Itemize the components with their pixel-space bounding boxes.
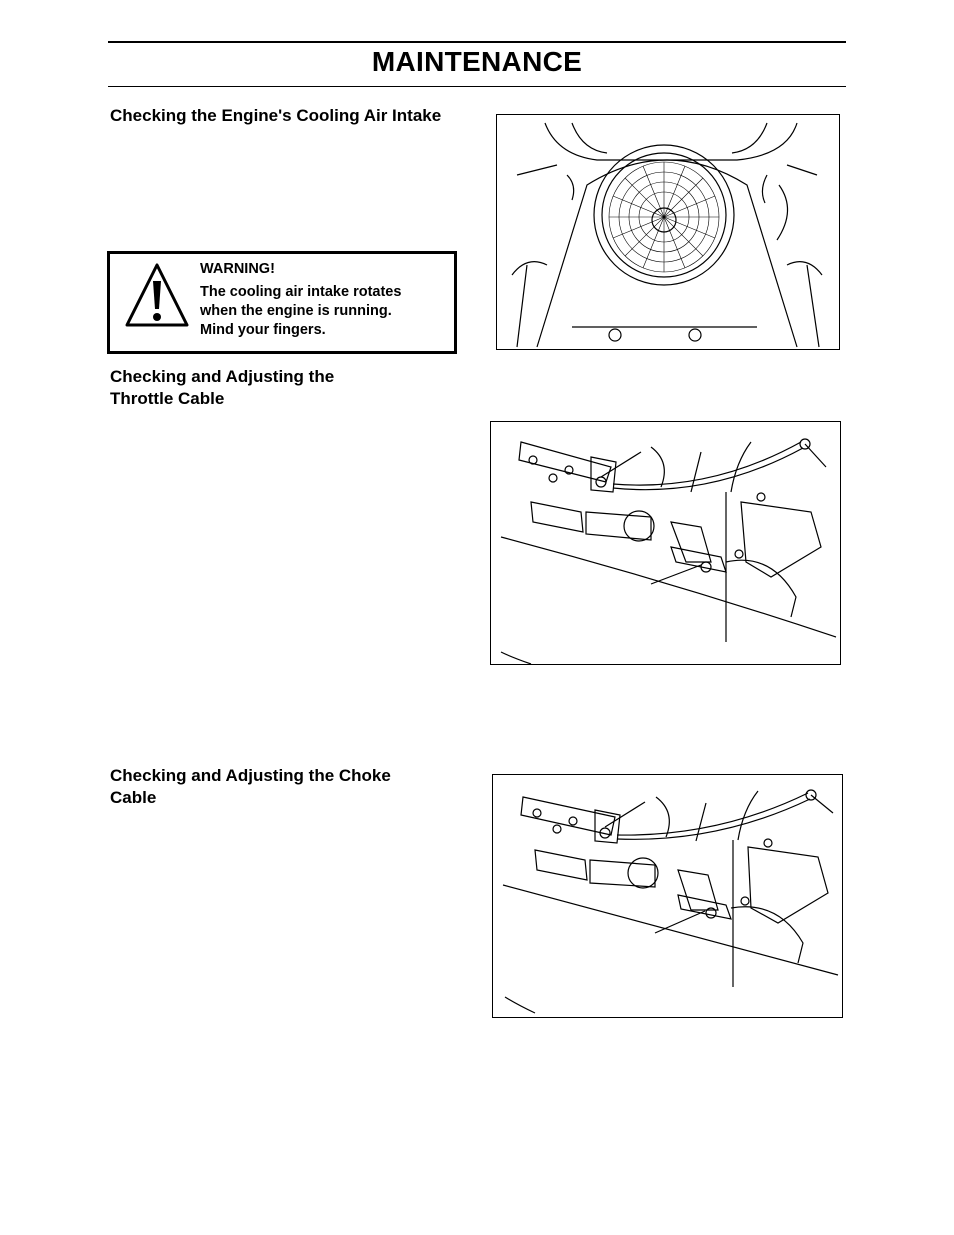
warning-box bbox=[107, 251, 457, 354]
section-heading-throttle-line-1: Checking and Adjusting the bbox=[110, 367, 335, 386]
warning-title: WARNING! bbox=[200, 261, 275, 277]
header-top-rule bbox=[108, 41, 846, 43]
cooling-air-intake-illustration bbox=[497, 115, 839, 349]
throttle-cable-illustration bbox=[491, 422, 840, 664]
warning-line-2: when the engine is running. bbox=[200, 303, 392, 319]
figure-cooling-air-intake bbox=[496, 114, 840, 350]
section-heading-cooling-air-intake: Checking the Engine's Cooling Air Intake bbox=[110, 106, 442, 125]
section-heading-throttle-cable bbox=[110, 366, 334, 410]
warning-text bbox=[200, 283, 445, 340]
section-heading-choke-line-1: Checking and Adjusting the Choke bbox=[110, 766, 391, 785]
header-bottom-rule bbox=[108, 86, 846, 87]
warning-line-3: Mind your fingers. bbox=[200, 322, 326, 338]
warning-line-1: The cooling air intake rotates bbox=[200, 284, 402, 300]
page-title: MAINTENANCE bbox=[371, 46, 583, 77]
section-heading-throttle-line-2: Throttle Cable bbox=[110, 389, 225, 408]
section-heading-choke-cable bbox=[110, 765, 391, 809]
warning-triangle-icon bbox=[123, 261, 191, 329]
figure-throttle-cable bbox=[490, 421, 841, 665]
choke-cable-illustration bbox=[493, 775, 842, 1017]
section-heading-choke-line-2: Cable bbox=[110, 788, 157, 807]
figure-choke-cable bbox=[492, 774, 843, 1018]
